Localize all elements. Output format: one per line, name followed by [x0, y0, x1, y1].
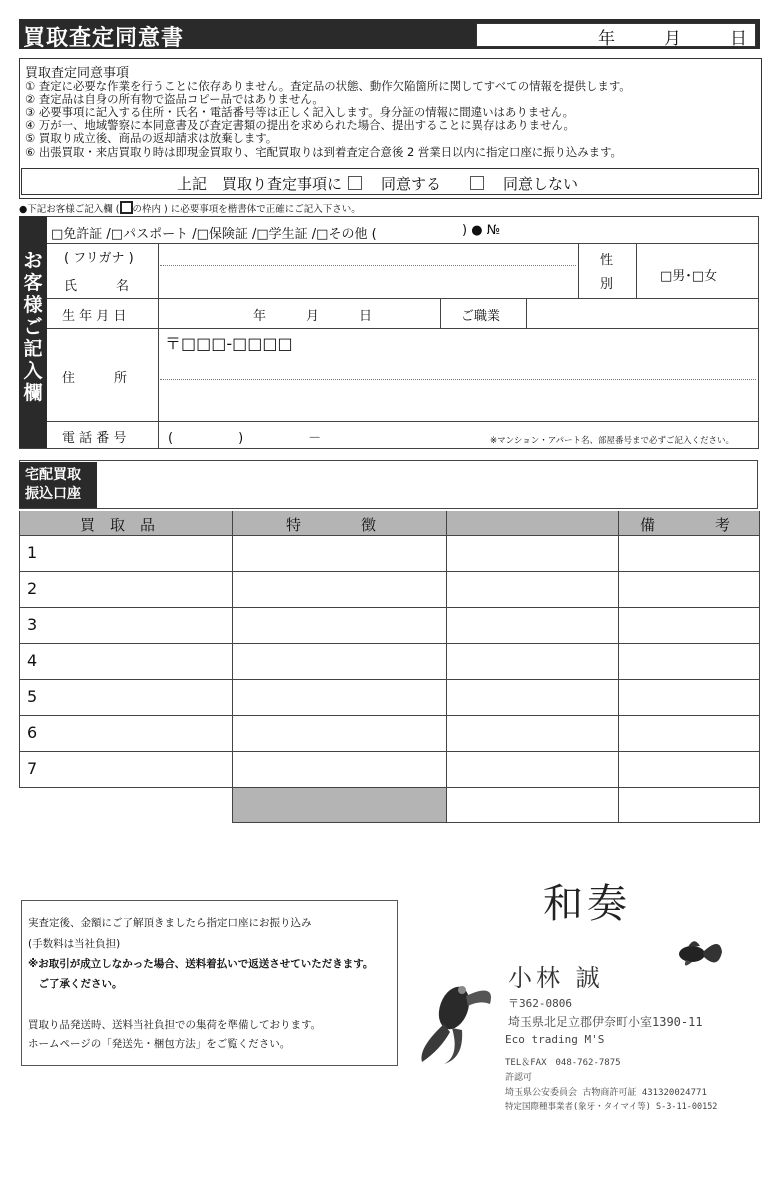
- occupation-label: ご職業: [461, 309, 501, 324]
- entry-instructions: ●下記お客様ご記入欄 ( の枠内 ) に必要事項を楷書体で正確にご記入下さい。: [19, 201, 361, 215]
- row-number-6: 6: [27, 723, 38, 742]
- consent-item-5: ⑤ 買取り成立後、商品の返却請求は放棄します。: [25, 131, 278, 145]
- date-month-label: 月: [664, 29, 681, 49]
- id-number-label: ) ● №: [462, 223, 501, 238]
- date-year-label: 年: [598, 29, 615, 49]
- birth-day: 日: [359, 309, 373, 324]
- row-number-4: 4: [27, 651, 38, 670]
- total-cell: [233, 788, 446, 822]
- disagree-checkbox[interactable]: [470, 176, 484, 190]
- row-number-7: 7: [27, 759, 38, 778]
- company-name: Eco trading M'S: [505, 1033, 605, 1046]
- name-label: 氏 名: [64, 279, 130, 294]
- company-logo: 和奏: [543, 881, 631, 927]
- page-title: 買取査定同意書: [23, 26, 185, 51]
- gender-options[interactable]: □男･□女: [660, 269, 718, 284]
- info-line-1: 実査定後、金額にご了解頂きましたら指定口座にお振り込み: [28, 917, 312, 929]
- gender-label: 性 別: [600, 253, 614, 292]
- address-label: 住 所: [62, 371, 128, 386]
- header-remarks: 備 考: [640, 516, 731, 534]
- agreement-prefix: 上記 買取り査定事項に: [177, 175, 343, 193]
- bank-account-field[interactable]: [19, 460, 758, 509]
- company-tel: TEL＆FAX 048-762-7875: [505, 1058, 621, 1068]
- header-item: 買 取 品: [80, 516, 156, 534]
- header-features: 特 徴: [286, 516, 377, 534]
- info-line-5: 買取り品発送時、送料当社負担での集荷を準備しております。: [28, 1019, 322, 1031]
- customer-side-label: お客様ご記入欄: [23, 250, 43, 404]
- consent-item-2: ② 査定品は自身の所有物で盗品コピー品ではありません。: [25, 92, 324, 106]
- date-day-label: 日: [730, 29, 747, 49]
- furigana-label: ( フリガナ ): [64, 251, 134, 266]
- person-name: 小林 誠: [508, 964, 604, 992]
- info-line-3: ※お取引が成立しなかった場合、送料着払いで返送させていただきます。: [28, 958, 374, 970]
- company-postal: 〒362-0806: [508, 997, 572, 1010]
- row-number-5: 5: [27, 687, 38, 706]
- info-line-6: ホームページの「発送先・梱包方法」をご覧ください。: [28, 1038, 291, 1050]
- consent-item-3: ③ 必要事項に記入する住所・氏名・電話番号等は正しく記入します。身分証の情報に間違いはありません。: [25, 105, 574, 119]
- birth-month: 月: [306, 309, 320, 324]
- info-line-2: (手数料は当社負担): [28, 938, 121, 950]
- consent-item-6: ⑥ 出張買取・来店買取り時は即現金買取り、宅配買取りは到着査定合意後 2 営業日以内に指定口座に振り込みます。: [25, 145, 622, 159]
- agree-checkbox[interactable]: [348, 176, 362, 190]
- consent-item-4: ④ 万が一、地域警察に本同意書及び査定書類の提出を求められた場合、提出することに異存はありません。: [25, 118, 575, 132]
- bank-label: 宅配買取 振込口座: [19, 462, 97, 508]
- license-species: 特定国際種事業者(象牙・タイマイ等) S-3-11-00152: [505, 1102, 718, 1112]
- birth-year: 年: [253, 309, 267, 324]
- company-address: 埼玉県北足立郡伊奈町小室1390-11: [508, 1015, 703, 1029]
- disagree-label: 同意しない: [503, 175, 579, 193]
- phone-note: ※マンション・アパート名、部屋番号まで必ずご記入ください。: [490, 436, 735, 446]
- row-number-1: 1: [27, 543, 38, 562]
- goldfish-large-icon: [410, 970, 510, 1066]
- phone-label: 電 話 番 号: [62, 431, 127, 446]
- phone-field[interactable]: ( ) －: [168, 431, 322, 446]
- license-antique: 埼玉県公安委員会 古物商許可証 431320024771: [505, 1088, 707, 1098]
- row-number-3: 3: [27, 615, 38, 634]
- consent-heading: 買取査定同意事項: [25, 66, 130, 81]
- goldfish-small-icon: [668, 930, 724, 976]
- date-field[interactable]: [476, 23, 756, 47]
- id-type-options[interactable]: □免許証 /□パスポート /□保険証 /□学生証 /□その他 (: [51, 227, 377, 242]
- consent-item-1: ① 査定に必要な作業を行うことに依存ありません。査定品の状態、動作欠陥箇所に関してすべての情報を提供します。: [25, 79, 631, 93]
- info-line-4: ご了承ください。: [28, 978, 123, 990]
- row-number-2: 2: [27, 579, 38, 598]
- agree-label: 同意する: [381, 175, 442, 193]
- postal-code-field[interactable]: 〒□□□-□□□□: [165, 334, 293, 353]
- birth-label: 生 年 月 日: [62, 309, 127, 324]
- license-heading: 許認可: [505, 1073, 533, 1083]
